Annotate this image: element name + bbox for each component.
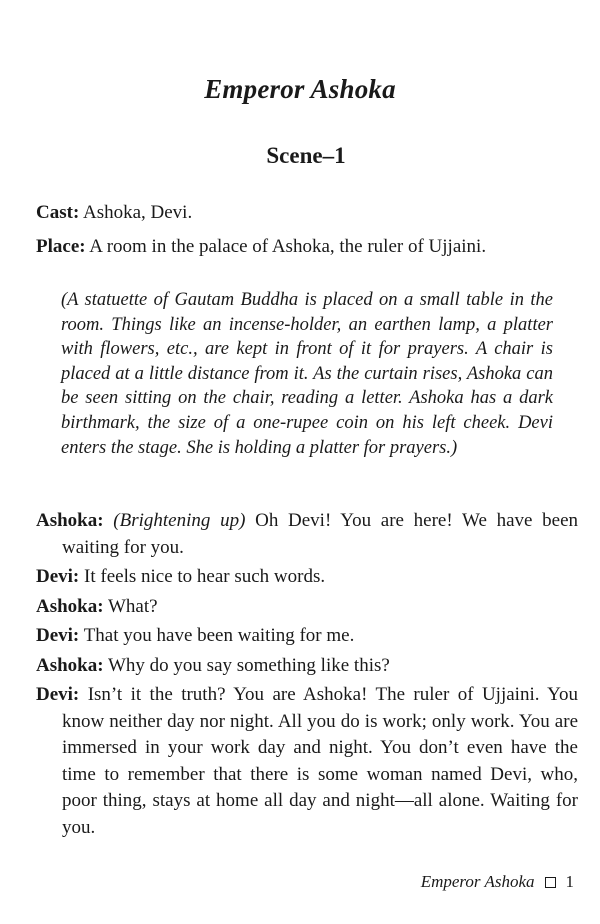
stage-direction: (A statuette of Gautam Buddha is placed on a small table in the room. Things like an incense-holder, an earthen lamp, a platter with flowers, etc., are kept in front of it for prayers. A chair is placed at a little distance from it. As the curtain rises, Ashoka can be seen sitting on the chair, reading a letter. Ashoka has a dark birthmark, the size of a one-rupee coin on his left cheek. Devi enters the stage. She is holding a platter for prayers.) bbox=[61, 290, 553, 458]
dialogue-line bbox=[36, 682, 578, 841]
dialogue-line bbox=[36, 594, 578, 621]
speaker-name: Ashoka: bbox=[36, 595, 104, 617]
speaker-name: Devi: bbox=[36, 566, 80, 587]
speaker-name: Ashoka: bbox=[36, 510, 104, 531]
cast-line bbox=[36, 200, 576, 226]
cast-label: Cast: bbox=[36, 202, 80, 223]
dialogue-line bbox=[36, 623, 578, 650]
dialogue-text: Oh Devi! You are here! We have been waiting for you. bbox=[62, 510, 579, 558]
dialogue-text: Why do you say something like this? bbox=[108, 654, 390, 676]
page-number: 1 bbox=[565, 872, 574, 891]
page-footer bbox=[421, 872, 574, 892]
stage-cue: (Brightening up) bbox=[113, 510, 246, 531]
place-line bbox=[36, 234, 576, 260]
dialogue-text: That you have been waiting for me. bbox=[83, 625, 355, 646]
speaker-name: Devi: bbox=[36, 625, 80, 646]
page-title: Emperor Ashoka bbox=[204, 74, 396, 104]
cast-text: Ashoka, Devi. bbox=[82, 202, 193, 223]
place-label: Place: bbox=[36, 236, 86, 257]
place-text: A room in the palace of Ashoka, the ruler of Ujjaini. bbox=[89, 236, 487, 257]
dialogue-line bbox=[36, 653, 578, 680]
dialogue-line bbox=[36, 508, 578, 561]
dialogue-text: What? bbox=[108, 595, 158, 617]
dialogue-text: It feels nice to hear such words. bbox=[84, 566, 326, 587]
speaker-name: Devi: bbox=[36, 684, 80, 705]
square-ornament-icon bbox=[545, 877, 556, 888]
scene-heading: Scene–1 bbox=[266, 143, 346, 168]
dialogue-line bbox=[36, 564, 578, 591]
dialogue-block bbox=[36, 508, 578, 844]
speaker-name: Ashoka: bbox=[36, 654, 104, 676]
dialogue-text: Isn’t it the truth? You are Ashoka! The ruler of Ujjaini. You know neither day nor night. All you do is work; only work. You are immersed in your work day and night. You don’t even have the time to remember that there is some woman named Devi, who, poor thing, stays at home all day and night—all alone. Waiting for you. bbox=[62, 684, 578, 838]
running-title: Emperor Ashoka bbox=[420, 872, 535, 891]
